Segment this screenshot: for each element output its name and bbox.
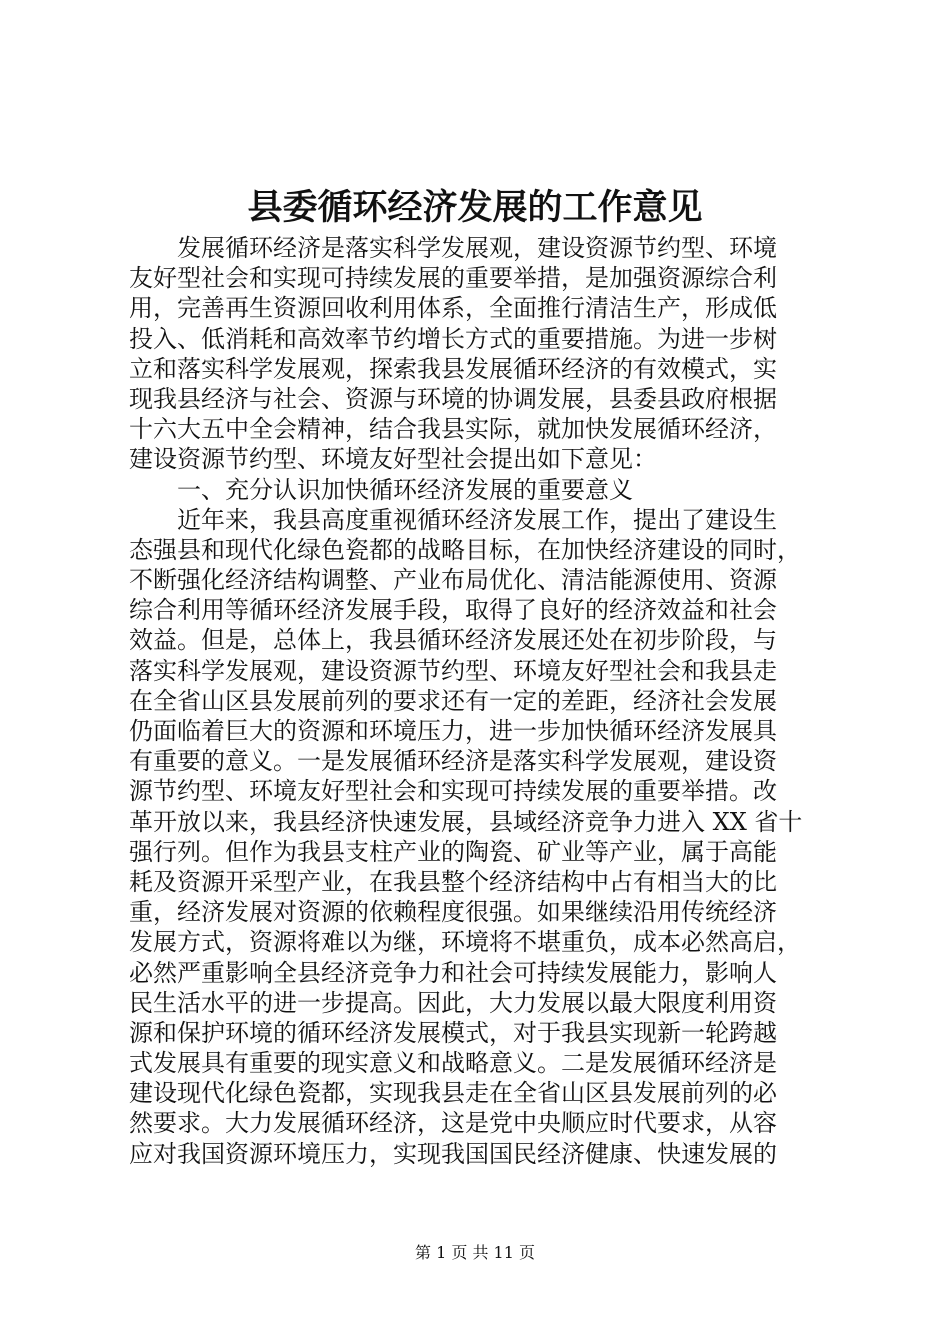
text-line: 发展循环经济是落实科学发展观，建设资源节约型、环境 [129,234,777,262]
text-line: 友好型社会和实现可持续发展的重要举措，是加强资源综合利 [129,264,777,293]
document-title: 县委循环经济发展的工作意见 [247,187,703,228]
text-line: 强行列。但作为我县支柱产业的陶瓷、矿业等产业，属于高能 [129,837,777,866]
document-body [129,233,829,1169]
text-line: 民生活水平的进一步提高。因此，大力发展以最大限度利用资 [129,988,777,1017]
text-line: 有重要的意义。一是发展循环经济是落实科学发展观，建设资 [129,747,777,776]
text-line: 仍面临着巨大的资源和环境压力，进一步加快循环经济发展具 [129,717,777,745]
text-line: 态强县和现代化绿色瓷都的战略目标，在加快经济建设的同时， [129,535,801,564]
text-line: 立和落实科学发展观，探索我县发展循环经济的有效模式，实 [129,354,777,383]
text-line: 落实科学发展观，建设资源节约型、环境友好型社会和我县走 [129,656,777,685]
text-line: 综合利用等循环经济发展手段，取得了良好的经济效益和社会 [129,596,777,625]
text-line: 近年来，我县高度重视循环经济发展工作，提出了建设生 [129,505,777,534]
text-line: 在全省山区县发展前列的要求还有一定的差距，经济社会发展 [129,686,777,715]
text-line: 发展方式，资源将难以为继，环境将不堪重负，成本必然高启， [129,928,801,957]
text-line: 现我县经济与社会、资源与环境的协调发展，县委县政府根据 [129,384,777,413]
text-line: 耗及资源开采型产业，在我县整个经济结构中占有相当大的比 [129,867,777,896]
text-line: 然要求。大力发展循环经济，这是党中央顺应时代要求，从容 [129,1109,777,1138]
text-line: 一、充分认识加快循环经济发展的重要意义 [129,475,633,504]
text-line: 不断强化经济结构调整、产业布局优化、清洁能源使用、资源 [129,566,777,595]
text-line: 源和保护环境的循环经济发展模式，对于我县实现新一轮跨越 [129,1018,777,1047]
text-line: 建设现代化绿色瓷都，实现我县走在全省山区县发展前列的必 [129,1079,777,1108]
text-line: 效益。但是，总体上，我县循环经济发展还处在初步阶段，与 [129,626,777,655]
page-footer: 第 1 页 共 11 页 [415,1243,535,1262]
text-line: 投入、低消耗和高效率节约增长方式的重要措施。为进一步树 [129,324,777,353]
text-line: 革开放以来，我县经济快速发展，县域经济竞争力进入 XX 省十 [129,807,803,836]
text-line: 用，完善再生资源回收利用体系，全面推行清洁生产，形成低 [129,294,777,323]
text-line: 重，经济发展对资源的依赖程度很强。如果继续沿用传统经济 [129,898,777,927]
text-line: 建设资源节约型、环境友好型社会提出如下意见： [129,445,657,474]
text-line: 源节约型、环境友好型社会和实现可持续发展的重要举措。改 [129,777,777,806]
text-line: 必然严重影响全县经济竞争力和社会可持续发展能力，影响人 [129,958,777,987]
text-line: 式发展具有重要的现实意义和战略意义。二是发展循环经济是 [129,1049,777,1078]
text-line: 应对我国资源环境压力，实现我国国民经济健康、快速发展的 [129,1139,777,1168]
text-line: 十六大五中全会精神，结合我县实际，就加快发展循环经济， [129,415,777,444]
